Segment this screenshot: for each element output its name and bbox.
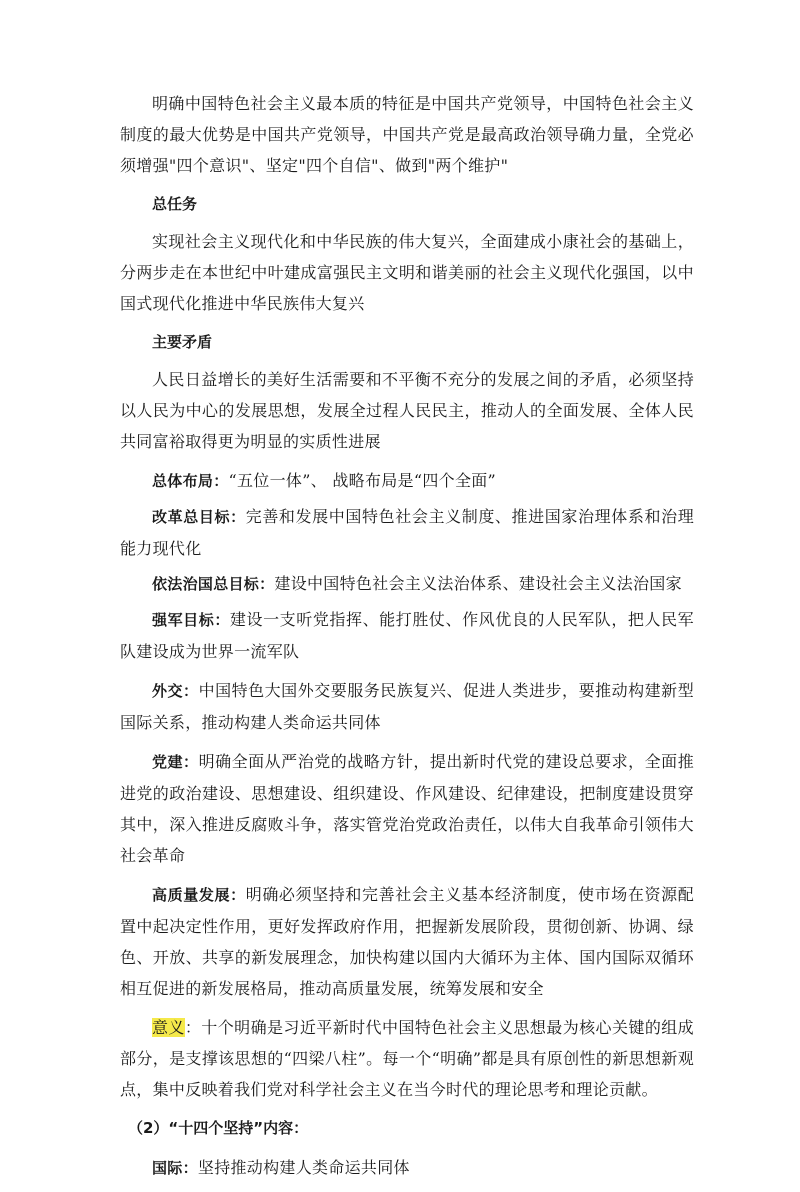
paragraph-diplomacy (120, 675, 694, 738)
text-party-building: 明确全面从严治党的战略方针，提出新时代党的建设总要求，全面推进党的政治建设、思想建设、组织建设、作风建设、纪律建设，把制度建设贯穿其中，深入推进反腐败斗争，落实管党治党政治责任，以伟大自我革命引领伟大社会革命 (120, 752, 694, 865)
label-party-building: 党建： (152, 753, 199, 771)
label-reform-goal: 改革总目标： (152, 508, 246, 526)
paragraph-main-contradiction: 人民日益增长的美好生活需要和不平衡不充分的发展之间的矛盾，必须坚持以人民为中心的发展思想，发展全过程人民民主，推动人的全面发展、全体人民共同富裕取得更为明显的实质性进展 (120, 370, 694, 451)
paragraph-overall-layout (120, 465, 694, 497)
paragraph-military-goal (120, 604, 694, 667)
heading-general-task: 总任务 (152, 195, 198, 213)
paragraph-significance (120, 1012, 694, 1105)
paragraph-reform-goal (120, 501, 694, 564)
label-overall-layout: 总体布局： (152, 472, 229, 490)
paragraph-rule-of-law (120, 568, 694, 600)
label-military-goal: 强军目标： (152, 611, 230, 629)
text-reform-goal: 完善和发展中国特色社会主义制度、推进国家治理体系和治理能力现代化 (120, 507, 694, 558)
text-significance: ：十个明确是习近平新时代中国特色社会主义思想最为核心关键的组成部分，是支撑该思想的“四梁八柱”。每一个“明确”都是具有原创性的新思想新观点，集中反映着我们党对科学社会主义在当今时代的理论思考和理论贡献。 (120, 1018, 694, 1099)
paragraph-party-building (120, 746, 694, 871)
text-diplomacy: 中国特色大国外交要服务民族复兴、促进人类进步，要推动构建新型国际关系，推动构建人类命运共同体 (120, 681, 694, 732)
text-military-goal: 建设一支听党指挥、能打胜仗、作风优良的人民军队，把人民军队建设成为世界一流军队 (120, 610, 694, 661)
heading-main-contradiction: 主要矛盾 (152, 333, 213, 351)
text-rule-of-law: 建设中国特色社会主义法治体系、建设社会主义法治国家 (274, 574, 682, 593)
text-overall-layout: “五位一体”、 战略布局是“四个全面” (228, 471, 497, 490)
paragraph-high-quality (120, 879, 694, 1004)
label-international: 国际： (152, 1159, 198, 1177)
section-fourteen-adherences: （2）“十四个坚持”内容： (128, 1119, 309, 1137)
label-rule-of-law: 依法治国总目标： (152, 575, 275, 593)
highlight-significance: 意义 (152, 1018, 185, 1037)
document-body (120, 88, 694, 1192)
label-high-quality: 高质量发展： (152, 886, 246, 904)
text-international: 坚持推动构建人类命运共同体 (197, 1158, 410, 1177)
paragraph-leadership: 明确中国特色社会主义最本质的特征是中国共产党领导，中国特色社会主义制度的最大优势是中国共产党领导，中国共产党是最高政治领导确力量，全党必须增强"四个意识"、坚定"四个自信"、做到"两个维护" (120, 94, 694, 175)
text-high-quality: 明确必须坚持和完善社会主义基本经济制度，使市场在资源配置中起决定性作用，更好发挥政府作用，把握新发展阶段，贯彻创新、协调、绿色、开放、共享的新发展理念，加快构建以国内大循环为主体、国内国际双循环相互促进的新发展格局，推动高质量发展，统筹发展和安全 (120, 885, 694, 998)
paragraph-international (120, 1152, 694, 1184)
paragraph-general-task: 实现社会主义现代化和中华民族的伟大复兴，全面建成小康社会的基础上，分两步走在本世纪中叶建成富强民主文明和谐美丽的社会主义现代化强国，以中国式现代化推进中华民族伟大复兴 (120, 232, 694, 313)
label-diplomacy: 外交： (152, 682, 199, 700)
